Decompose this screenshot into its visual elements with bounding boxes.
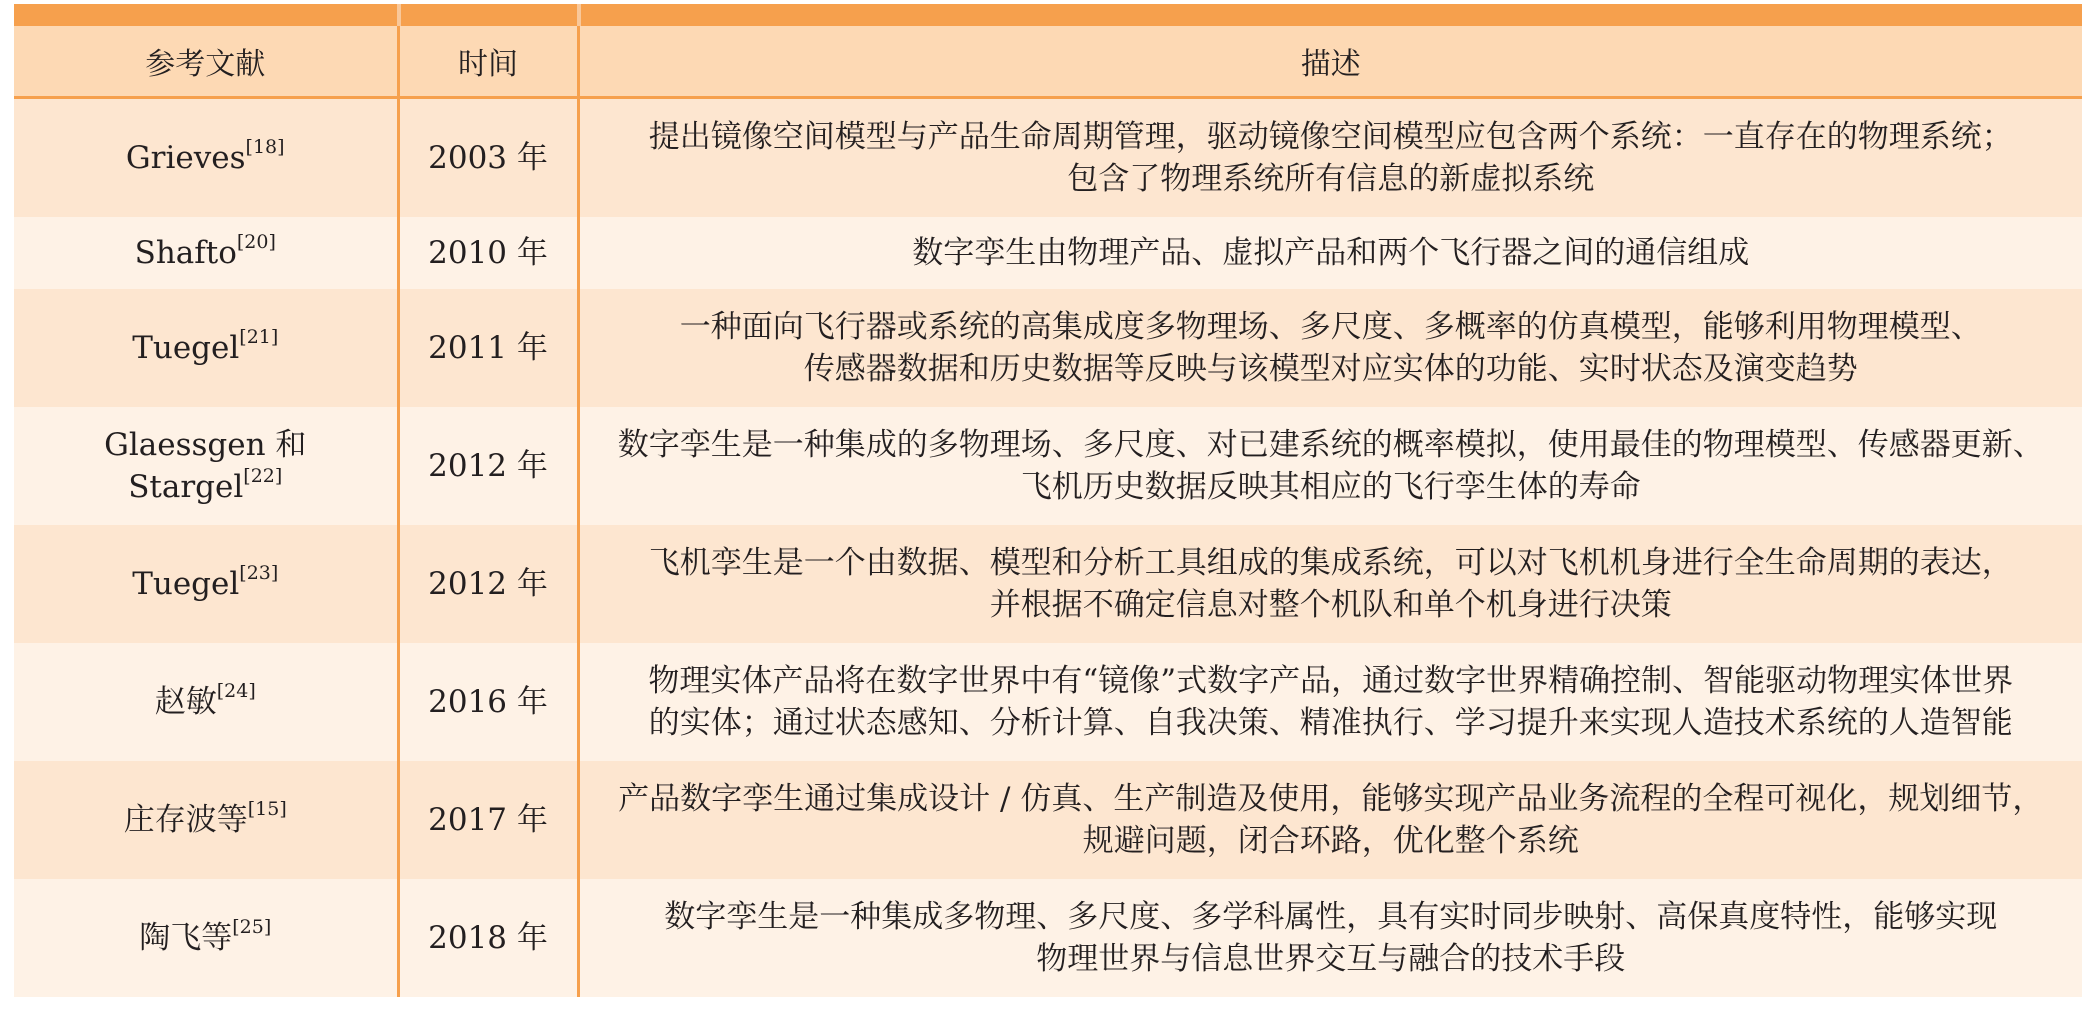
citation-number: [23]: [239, 561, 279, 584]
reference-cell: [14, 407, 398, 525]
reference-cell: [14, 879, 398, 997]
description-line: 物理实体产品将在数字世界中有“镜像”式数字产品，通过数字世界精确控制、智能驱动物理实体世界: [648, 663, 2014, 699]
header-time: 时间: [398, 26, 578, 98]
reference-author: 赵敏: [154, 684, 217, 720]
citation-number: [15]: [247, 797, 287, 820]
description-cell: [578, 289, 2082, 407]
description-line: 并根据不确定信息对整个机队和单个机身进行决策: [989, 587, 1672, 623]
citation-number: [22]: [243, 464, 283, 487]
description-cell: [578, 98, 2082, 218]
reference-author: Tuegel: [132, 566, 240, 602]
description-cell: [578, 761, 2082, 879]
reference-cell: [14, 643, 398, 761]
description-line: 物理世界与信息世界交互与融合的技术手段: [1036, 941, 1626, 977]
description-line: 产品数字孪生通过集成设计 / 仿真、生产制造及使用，能够实现产品业务流程的全程可视化，规划细节，: [618, 781, 2044, 817]
year-cell: 2003 年: [398, 98, 578, 218]
year-cell: 2010 年: [398, 217, 578, 289]
description-cell: [578, 879, 2082, 997]
year-cell: 2012 年: [398, 407, 578, 525]
citation-number: [21]: [239, 325, 279, 348]
citation-number: [25]: [232, 915, 272, 938]
year-cell: 2017 年: [398, 761, 578, 879]
description-line: 一种面向飞行器或系统的高集成度多物理场、多尺度、多概率的仿真模型，能够利用物理模型、: [679, 309, 1982, 345]
table-row: [14, 761, 2082, 879]
citation-number: [18]: [245, 135, 285, 158]
header-reference: 参考文献: [14, 26, 398, 98]
reference-author: 陶飞等: [139, 920, 233, 956]
reference-author: Glaessgen 和 Stargel: [104, 427, 307, 505]
header-description: 描述: [578, 26, 2082, 98]
table-row: [14, 879, 2082, 997]
reference-author: Tuegel: [132, 330, 240, 366]
year-cell: 2018 年: [398, 879, 578, 997]
table-body: [14, 98, 2082, 998]
description-line: 传感器数据和历史数据等反映与该模型对应实体的功能、实时状态及演变趋势: [803, 351, 1858, 387]
reference-cell: [14, 217, 398, 289]
table-row: [14, 289, 2082, 407]
definitions-table: [14, 26, 2082, 997]
table-row: [14, 98, 2082, 218]
year-cell: 2012 年: [398, 525, 578, 643]
table-top-band: [14, 4, 2082, 26]
description-cell: [578, 407, 2082, 525]
reference-author: Grieves: [125, 140, 246, 176]
description-cell: [578, 643, 2082, 761]
description-line: 飞机孪生是一个由数据、模型和分析工具组成的集成系统，可以对飞机机身进行全生命周期的表达，: [648, 545, 2013, 581]
year-cell: 2011 年: [398, 289, 578, 407]
description-line: 规避问题，闭合环路，优化整个系统: [1082, 823, 1579, 859]
reference-author: 庄存波等: [123, 802, 248, 838]
description-line: 包含了物理系统所有信息的新虚拟系统: [1067, 161, 1595, 197]
description-cell: [578, 525, 2082, 643]
reference-author: Shafto: [134, 235, 237, 271]
table-row: [14, 643, 2082, 761]
reference-cell: [14, 98, 398, 218]
description-line: 数字孪生由物理产品、虚拟产品和两个飞行器之间的通信组成: [912, 235, 1750, 271]
description-line: 数字孪生是一种集成多物理、多尺度、多学科属性，具有实时同步映射、高保真度特性，能够实现: [664, 899, 1998, 935]
definitions-table-container: [14, 4, 2082, 997]
table-header-row: [14, 26, 2082, 98]
table-row: [14, 217, 2082, 289]
description-line: 飞机历史数据反映其相应的飞行孪生体的寿命: [1020, 469, 1641, 505]
reference-cell: [14, 761, 398, 879]
reference-cell: [14, 289, 398, 407]
description-line: 提出镜像空间模型与产品生命周期管理，驱动镜像空间模型应包含两个系统：一直存在的物理系统；: [648, 119, 2013, 155]
description-line: 数字孪生是一种集成的多物理场、多尺度、对已建系统的概率模拟，使用最佳的物理模型、传感器更新、: [617, 427, 2044, 463]
table-row: [14, 525, 2082, 643]
citation-number: [20]: [236, 230, 276, 253]
description-cell: [578, 217, 2082, 289]
reference-cell: [14, 525, 398, 643]
citation-number: [24]: [216, 679, 256, 702]
description-line: 的实体；通过状态感知、分析计算、自我决策、精准执行、学习提升来实现人造技术系统的人造智能: [648, 705, 2013, 741]
table-row: [14, 407, 2082, 525]
year-cell: 2016 年: [398, 643, 578, 761]
